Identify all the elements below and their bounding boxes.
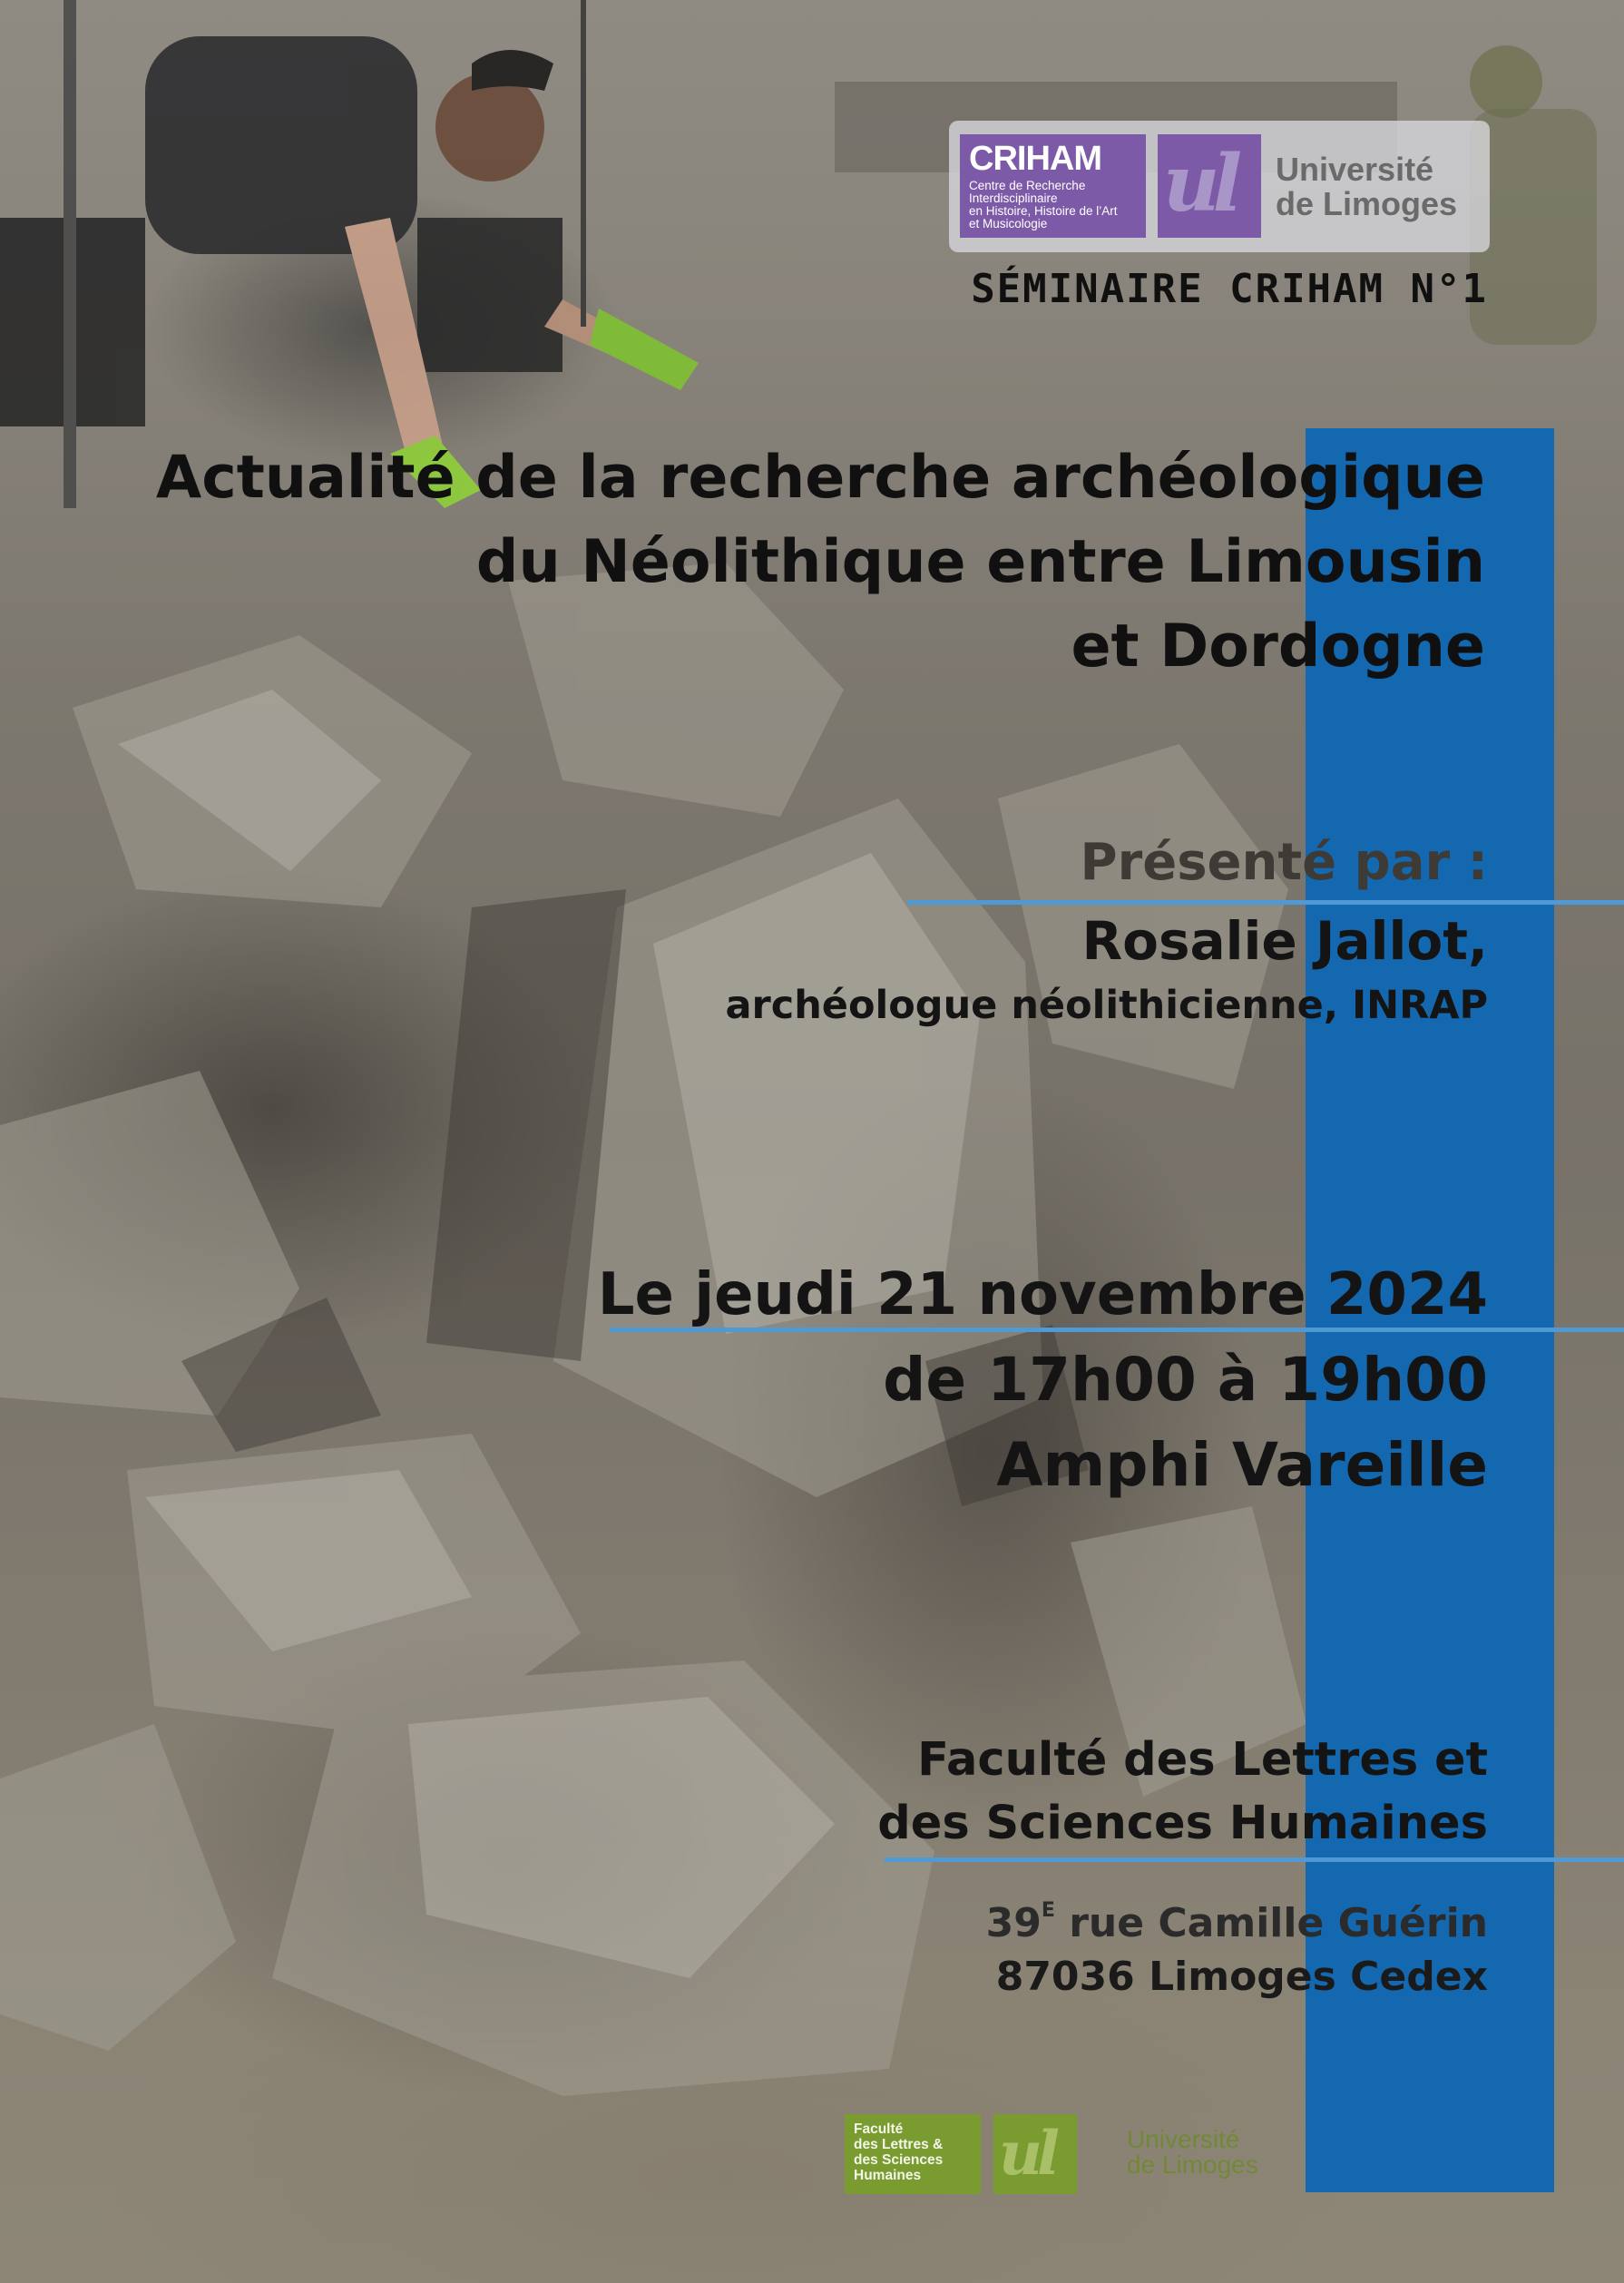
criham-subtitle <box>969 180 1146 230</box>
criham-logo <box>960 134 1146 238</box>
footer-university-line: Université <box>1127 2125 1240 2153</box>
address-superscript: E <box>1041 1899 1055 1922</box>
university-name-line: de Limoges <box>1276 185 1458 222</box>
faculty-logo-line: Faculté <box>854 2121 904 2137</box>
faculty-logo-line: des Sciences <box>854 2152 944 2168</box>
footer-university-monogram <box>993 2114 1077 2194</box>
event-time: de 17h00 à 19h00 <box>883 1345 1488 1415</box>
faculty-logo <box>845 2114 981 2194</box>
criham-name: CRIHAM <box>969 140 1101 178</box>
address-city: 87036 Limoges Cedex <box>995 1954 1488 2000</box>
footer-university-line: de Limoges <box>1127 2151 1258 2179</box>
criham-subtitle-line: Interdisciplinaire <box>969 191 1058 205</box>
title-line: du Néolithique entre Limousin <box>475 528 1485 596</box>
criham-subtitle-line: en Histoire, Histoire de l’Art <box>969 204 1118 218</box>
venue-line-1: Faculté des Lettres et <box>917 1733 1488 1787</box>
footer-university-name <box>1127 2127 1258 2178</box>
criham-subtitle-line: Centre de Recherche <box>969 179 1086 192</box>
address-number: 39 <box>985 1900 1042 1946</box>
faculty-rule <box>885 1857 1624 1862</box>
title-line: Actualité de la recherche archéologique <box>155 444 1485 512</box>
presented-rule <box>907 900 1624 905</box>
university-name <box>1276 152 1457 221</box>
address-street-name: rue Camille Guérin <box>1054 1900 1488 1946</box>
faculty-logo-text <box>854 2121 943 2183</box>
seminar-label: SÉMINAIRE CRIHAM N°1 <box>971 266 1488 312</box>
event-room: Amphi Vareille <box>996 1430 1488 1500</box>
venue-line-2: des Sciences Humaines <box>877 1797 1488 1850</box>
criham-subtitle-line: et Musicologie <box>969 217 1048 230</box>
university-monogram-logo <box>1158 134 1261 238</box>
speaker-name: Rosalie Jallot, <box>1081 910 1488 972</box>
event-date: Le jeudi 21 novembre 2024 <box>597 1261 1488 1328</box>
faculty-logo-line: Humaines <box>854 2168 922 2183</box>
address-street <box>986 1899 1488 1946</box>
university-name-line: Université <box>1276 151 1434 188</box>
footer-ul-monogram: ul <box>999 2118 1055 2189</box>
faculty-logo-line: des Lettres & <box>854 2137 944 2152</box>
ul-monogram: ul <box>1163 138 1236 230</box>
speaker-role: archéologue néolithicienne, INRAP <box>725 983 1488 1028</box>
presented-by-label: Présenté par : <box>1080 833 1488 892</box>
seminar-title <box>0 436 1485 689</box>
title-line: et Dordogne <box>1071 612 1485 681</box>
